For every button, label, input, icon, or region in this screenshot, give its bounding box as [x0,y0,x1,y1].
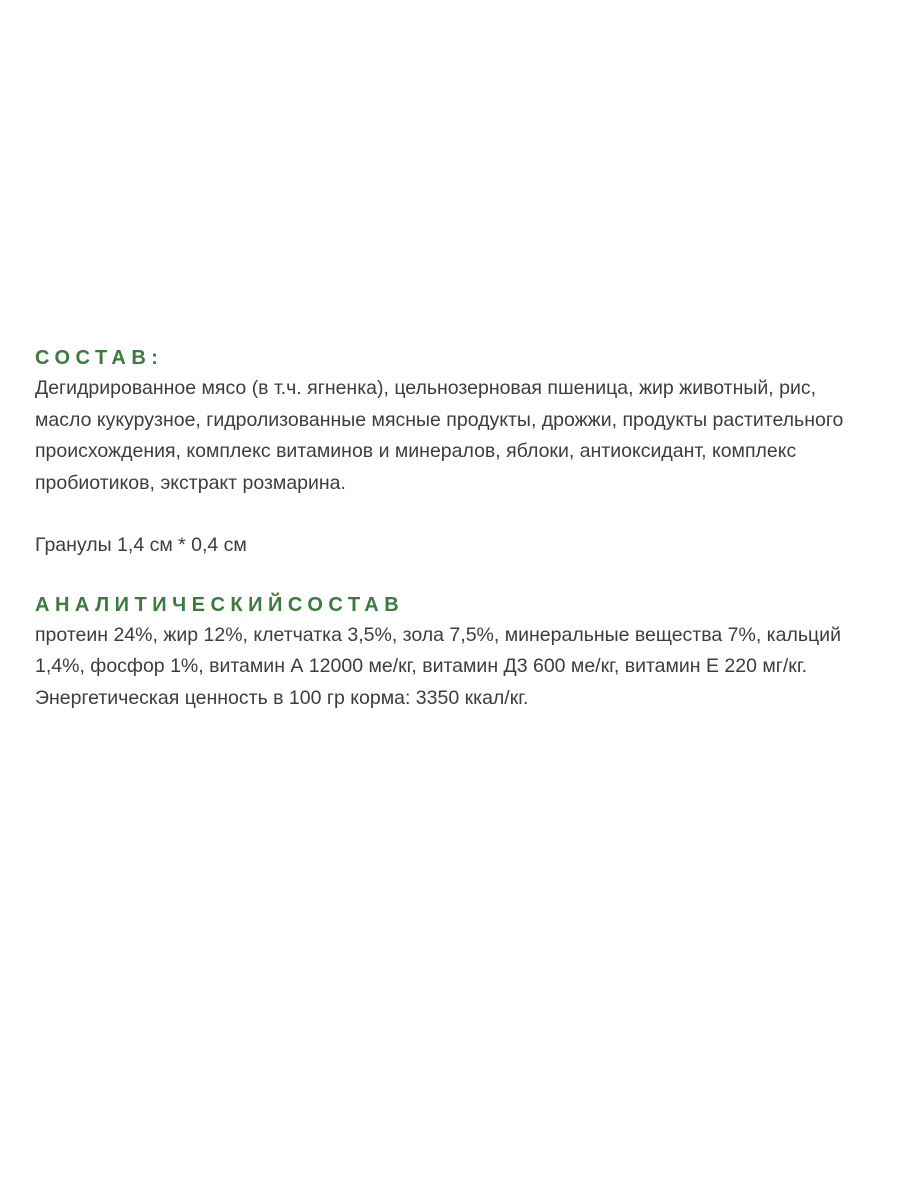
analytic-composition-text: протеин 24%, жир 12%, клетчатка 3,5%, зола 7,5%, минеральные вещества 7%, кальций 1,4%, фосфор 1%, витамин А 12000 ме/кг, витамин Д3 600 ме/кг, витамин Е 220 мг/кг. Энергетическая ценность в 100 гр корма: 3350 ккал/кг. [35,623,841,709]
composition-heading: СОСТАВ: [35,347,164,369]
analytic-composition-heading: АНАЛИТИЧЕСКИЙСОСТАВ [35,593,405,616]
granules-size-text: Гранулы 1,4 см * 0,4 см [35,534,247,556]
product-description [35,343,865,714]
composition-text: Дегидрированное мясо (в т.ч. ягненка), цельнозерновая пшеница, жир животный, рис, масло кукурузное, гидролизованные мясные продукты, дрожжи, продукты растительного происхождения, комплекс витаминов и минералов, яблоки, антиоксидант, комплекс пробиотиков, экстракт розмарина. [35,377,844,494]
